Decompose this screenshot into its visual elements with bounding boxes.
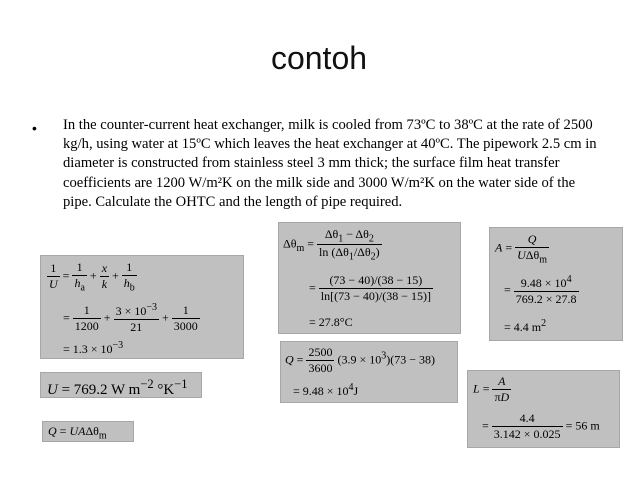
length-line2: = $\frac{4.4}{3.142 \times 0.025}$ = 56 m — [482, 411, 600, 441]
lmtd-line3: = 27.8°C — [309, 315, 353, 329]
bullet-marker: • — [32, 120, 37, 136]
u-result-text: U = 769.2 W $m^{-2}$ $^\circ K^{-1}$ — [47, 377, 188, 398]
area-line2: = $\frac{9.48 \times 10^4}{769.2 \times 27.8}$ — [504, 274, 577, 306]
problem-statement: In the counter-current heat exchanger, milk is cooled from 73ºC to 38ºC at the rate of 2500 kg/h, using water at 15ºC which leaves the heat exchanger at 40ºC. The pipework 2.5 cm in diameter is constructed from stainless steel 3 mm thick; the surface film heat transfer coefficients are 1200 W/m²K on the milk side and 3000 W/m²K on the water side of the pipe. Calculate the OHTC and the length of pipe required. — [63, 117, 597, 210]
u-result-box — [40, 372, 202, 398]
u-eq-line2: = $\frac{1}{1200}$ + $\frac{3 \times 10^{-3}}{21}$ + $\frac{1}{3000}$ — [63, 302, 198, 334]
slide-title: contoh — [270, 40, 368, 76]
u-equation-box — [40, 255, 244, 359]
lmtd-box — [278, 222, 461, 334]
area-box — [489, 227, 623, 341]
area-line1: A = $\frac{Q}{U\Delta\theta_m}$ — [495, 232, 548, 266]
u-eq-line1: $\frac{1}{U}$ = $\frac{1}{h_a}$ + $\frac{x}{k}$ + $\frac{1}{h_b}$ — [49, 260, 135, 294]
u-eq-line3: = $1.3 \times 10^{-3}$ — [63, 340, 124, 356]
lmtd-line2: = $\frac{(73 - 40)/(38 - 15)}{\ln[(73 - 40)/(38 - 15)]}$ — [309, 273, 431, 303]
q-definition-box — [42, 421, 134, 442]
q-definition-text: Q = UAΔθ$_m$ — [48, 424, 107, 442]
length-line1: L = $\frac{A}{\pi D}$ — [473, 374, 510, 404]
lmtd-line1: $\Delta\theta_m$ = $\frac{\Delta\theta_1 - \Delta\theta_2}{\ln (\Delta\theta_1/\Delta\theta_2)}$ — [283, 227, 380, 263]
q-value-box — [280, 341, 458, 403]
q-line2: = $9.48 \times 10^4J$ — [293, 382, 359, 398]
length-box — [467, 370, 620, 448]
q-line1: Q = $\frac{2500}{3600}$ $(3.9 \times 10^3)(73 - 38)$ — [285, 345, 435, 375]
area-line3: = 4.4 $m^2$ — [504, 318, 547, 334]
